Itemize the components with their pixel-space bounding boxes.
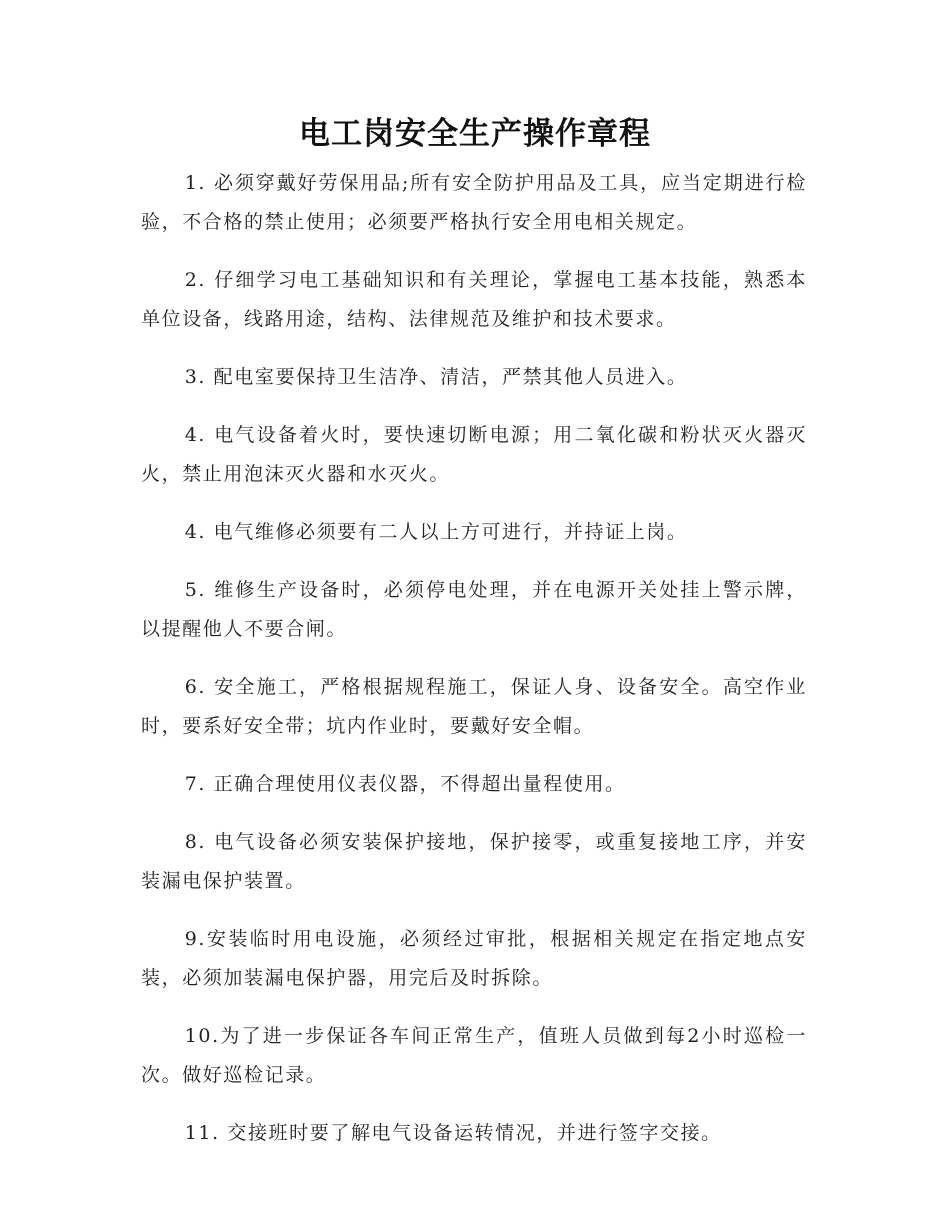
paragraph-12: 11. 交接班时要了解电气设备运转情况，并进行签字交接。: [184, 1122, 722, 1144]
paragraph-9: 8. 电气设备必须安装保护接地，保护接零，或重复接地工序，并安装漏电保护装置。: [141, 831, 807, 892]
paragraph-4: 4. 电气设备着火时，要快速切断电源；用二氧化碳和粉状灭火器灭火，禁止用泡沫灭火器和水灭火。: [141, 424, 807, 485]
document-body: [141, 164, 807, 1172]
paragraph-6: 5. 维修生产设备时，必须停电处理，并在电源开关处挂上警示牌，以提醒他人不要合闸。: [141, 579, 807, 640]
paragraph-1: 1. 必须穿戴好劳保用品;所有安全防护用品及工具，应当定期进行检验，不合格的禁止使用；必须要严格执行安全用电相关规定。: [141, 172, 807, 233]
paragraph-3: 3. 配电室要保持卫生洁净、清洁，严禁其他人员进入。: [184, 366, 688, 388]
paragraph-11: 10.为了进一步保证各车间正常生产，值班人员做到每2小时巡检一次。做好巡检记录。: [141, 1025, 807, 1086]
paragraph-10: 9.安装临时用电设施，必须经过审批，根据相关规定在指定地点安装，必须加装漏电保护器，用完后及时拆除。: [141, 928, 807, 989]
paragraph-8: 7. 正确合理使用仪表仪器，不得超出量程使用。: [184, 773, 626, 795]
paragraph-2: 2. 仔细学习电工基础知识和有关理论，掌握电工基本技能，熟悉本单位设备，线路用途，结构、法律规范及维护和技术要求。: [141, 269, 807, 330]
paragraph-7: 6. 安全施工，严格根据规程施工，保证人身、设备安全。高空作业时，要系好安全带；坑内作业时，要戴好安全帽。: [141, 676, 807, 737]
document-title: 电工岗安全生产操作章程: [299, 116, 651, 152]
paragraph-5: 4. 电气维修必须要有二人以上方可进行，并持证上岗。: [184, 521, 688, 543]
